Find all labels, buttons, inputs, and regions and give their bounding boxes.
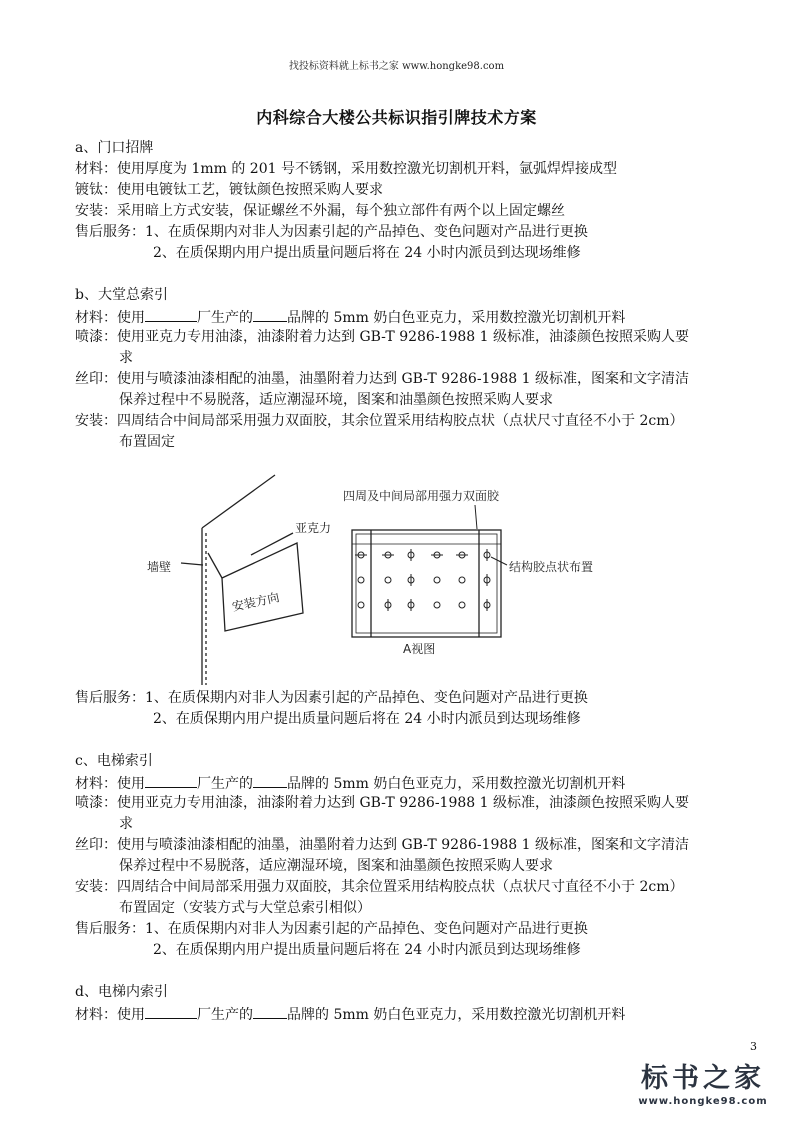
- section-b-service-1: 售后服务：1、在质保期内对非人为因素引起的产品掉色、变色问题对产品进行更换: [75, 690, 588, 706]
- installation-diagram-svg: [75, 453, 765, 688]
- section-b-install-1: 安装：四周结合中间局部采用强力双面胶，其余位置采用结构胶点状（点状尺寸直径不小于 2cm）: [75, 413, 684, 429]
- section-b-print-1: 丝印：使用与喷漆油漆相配的油墨，油墨附着力达到 GB-T 9286-1988 1 级标准，图案和文字清洁: [75, 371, 689, 387]
- material-suffix: 5mm 奶白色亚克力，采用数控激光切割机开料: [329, 310, 626, 326]
- section-a-service-1: 售后服务：1、在质保期内对非人为因素引起的产品掉色、变色问题对产品进行更换: [75, 224, 588, 240]
- material-suffix: 5mm 奶白色亚克力，采用数控激光切割机开料: [329, 1007, 626, 1023]
- wall-label: 墙壁: [147, 560, 172, 574]
- logo-url: www.hongke98.com: [638, 1096, 768, 1107]
- material-brand-label: 品牌的: [287, 776, 329, 792]
- material-prefix: 材料：使用: [75, 310, 145, 326]
- section-b-material: [75, 306, 765, 327]
- section-d-material: [75, 1003, 765, 1024]
- section-b-print-2: 保养过程中不易脱落，适应潮湿环境，图案和油墨颜色按照采购人要求: [119, 392, 553, 408]
- section-b-service-2: 2、在质保期内用户提出质量问题后将在 24 小时内派员到达现场维修: [153, 711, 581, 727]
- document-title: 内科综合大楼公共标识指引牌技术方案: [256, 108, 537, 127]
- glue-points: [355, 549, 490, 611]
- site-logo[interactable]: [633, 1062, 773, 1114]
- material-manufacturer-label: 厂生产的: [197, 776, 253, 792]
- blank-manufacturer: [145, 306, 197, 322]
- section-a-plating: 镀钛：使用电镀钛工艺，镀钛颜色按照采购人要求: [75, 182, 383, 198]
- section-b-paint-2: 求: [119, 350, 133, 366]
- direction-label: 安装方向: [230, 590, 281, 614]
- blank-brand: [253, 772, 287, 788]
- wall-side-view: [181, 475, 303, 685]
- document-body: [75, 138, 765, 1024]
- section-c-print-1: 丝印：使用与喷漆油漆相配的油墨，油墨附着力达到 GB-T 9286-1988 1 级标准，图案和文字清洁: [75, 837, 689, 853]
- blank-manufacturer: [145, 772, 197, 788]
- section-c-install-2: 布置固定（安装方式与大堂总索引相似）: [119, 900, 371, 916]
- acrylic-label: 亚克力: [295, 521, 332, 535]
- section-c-heading: c、电梯索引: [75, 753, 153, 769]
- glue-label: 结构胶点状布置: [509, 560, 594, 574]
- header-source-line: 找投标资料就上标书之家 www.hongke98.com: [288, 61, 505, 72]
- page-number: 3: [750, 1040, 757, 1053]
- section-c-service-1: 售后服务：1、在质保期内对非人为因素引起的产品掉色、变色问题对产品进行更换: [75, 921, 588, 937]
- section-b-install-2: 布置固定: [119, 434, 175, 450]
- blank-brand: [253, 306, 287, 322]
- section-c-print-2: 保养过程中不易脱落，适应潮湿环境，图案和油墨颜色按照采购人要求: [119, 858, 553, 874]
- installation-diagram: [75, 453, 765, 688]
- material-brand-label: 品牌的: [287, 1007, 329, 1023]
- view-label: A视图: [403, 642, 436, 656]
- material-prefix: 材料：使用: [75, 1007, 145, 1023]
- material-brand-label: 品牌的: [287, 310, 329, 326]
- section-c-service-2: 2、在质保期内用户提出质量问题后将在 24 小时内派员到达现场维修: [153, 942, 581, 958]
- section-b-paint-1: 喷漆：使用亚克力专用油漆，油漆附着力达到 GB-T 9286-1988 1 级标准，油漆颜色按照采购人要: [75, 329, 689, 345]
- section-a-heading: a、门口招牌: [75, 140, 154, 156]
- section-a-install: 安装：采用暗上方式安装，保证螺丝不外漏，每个独立部件有两个以上固定螺丝: [75, 203, 565, 219]
- section-c-paint-2: 求: [119, 816, 133, 832]
- material-manufacturer-label: 厂生产的: [197, 310, 253, 326]
- tape-label: 四周及中间局部用强力双面胶: [343, 489, 500, 503]
- material-suffix: 5mm 奶白色亚克力，采用数控激光切割机开料: [329, 776, 626, 792]
- material-prefix: 材料：使用: [75, 776, 145, 792]
- section-b-heading: b、大堂总索引: [75, 287, 168, 303]
- section-c-install-1: 安装：四周结合中间局部采用强力双面胶，其余位置采用结构胶点状（点状尺寸直径不小于 2cm）: [75, 879, 684, 895]
- panel-front-view: [352, 530, 501, 637]
- material-manufacturer-label: 厂生产的: [197, 1007, 253, 1023]
- section-d-heading: d、电梯内索引: [75, 984, 168, 1000]
- section-c-material: [75, 772, 765, 793]
- section-a-service-2: 2、在质保期内用户提出质量问题后将在 24 小时内派员到达现场维修: [153, 245, 581, 261]
- logo-text: 标书之家: [641, 1063, 765, 1094]
- blank-manufacturer: [145, 1003, 197, 1019]
- blank-brand: [253, 1003, 287, 1019]
- section-c-paint-1: 喷漆：使用亚克力专用油漆，油漆附着力达到 GB-T 9286-1988 1 级标准，油漆颜色按照采购人要: [75, 795, 689, 811]
- section-a-material: 材料：使用厚度为 1mm 的 201 号不锈钢，采用数控激光切割机开料，氩弧焊焊接成型: [75, 161, 617, 177]
